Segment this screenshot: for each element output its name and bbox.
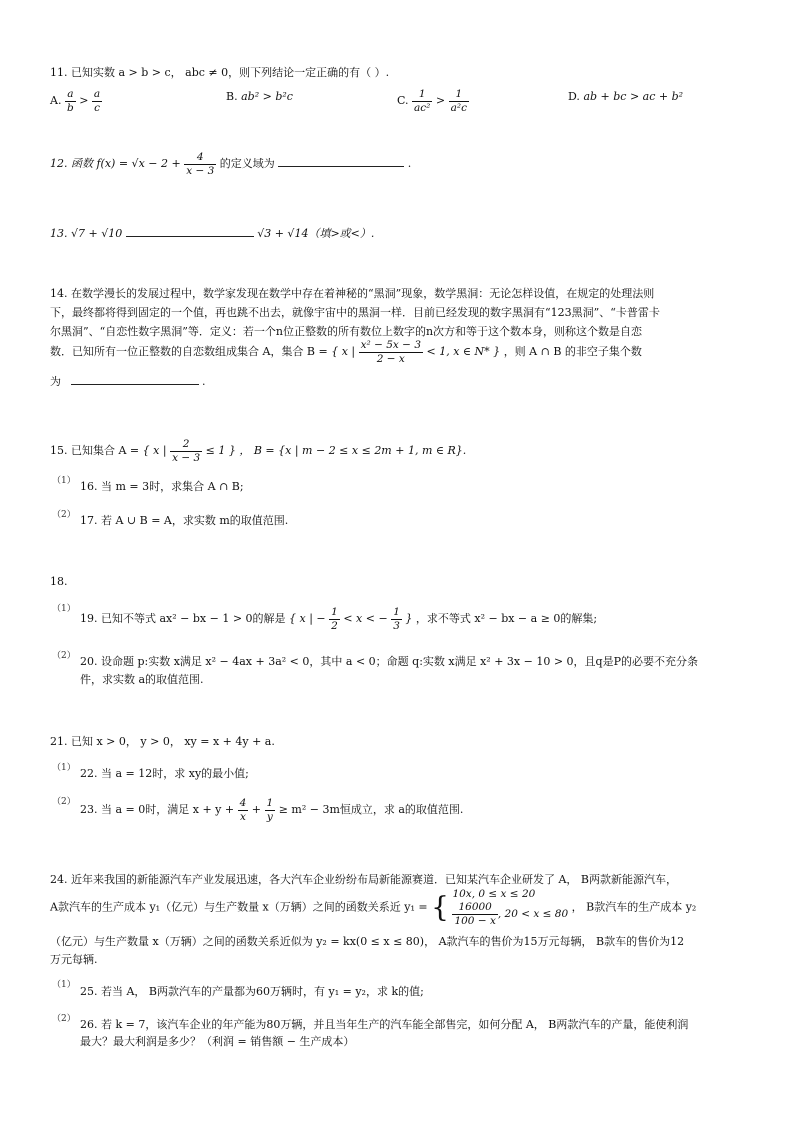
q11-option-a: A. $\frac{a}{b}$ > $\frac{a}{c}$ xyxy=(50,88,101,114)
q23: 23. 当 a = 0时，满足 x + y + $\frac{4}{x}$ + $\frac{1}{y}$ ≥ m² − 3m恒成立，求 a的取值范围. xyxy=(80,797,464,823)
q13-line: 13. √7 + √10 √3 + √14（填>或<）. xyxy=(50,227,375,240)
piecewise-cases: 10x, 0 ≤ x ≤ 20 $\frac{16000}{100 - x}$ , 20 < x ≤ 80 xyxy=(452,888,569,927)
sub-index: （1） xyxy=(52,980,76,990)
q22: 22. 当 a = 12时，求 xy的最小值; xyxy=(80,767,249,780)
q20-line-1: 20. 设命题 p:实数 x满足 x² − 4ax + 3a² < 0，其中 a < 0；命题 q:实数 x满足 x² + 3x − 10 > 0，且q是P的必要不充分条 xyxy=(80,655,698,668)
fraction: $\frac{2}{x - 3}$ xyxy=(172,438,201,464)
q14-line-3: 尔黑洞”、“自恋性数字黑洞”等．定义：若一个n位正整数的所有数位上数字的n次方和等于这个数本身，则称这个数是自恋 xyxy=(50,325,643,338)
q15-stem: 15. 已知集合 A = { x | $\frac{2}{x - 3}$ ≤ 1 } ， B = {x | m − 2 ≤ x ≤ 2m + 1, m ∈ R}. xyxy=(50,438,467,464)
q21-stem: 21. 已知 x > 0， y > 0， xy = x + 4y + a. xyxy=(50,735,275,748)
fraction: $\frac{a}{b}$ xyxy=(66,88,74,114)
q20-line-2: 件，求实数 a的取值范围. xyxy=(80,673,204,686)
q11-option-a-label: A. xyxy=(50,94,62,108)
fraction: $\frac{1}{y}$ xyxy=(266,797,274,823)
q11-option-b: B. ab² > b²c xyxy=(226,90,293,103)
q26-line-1: 26. 若 k = 7，该汽车企业的年产能为80万辆，并且当年生产的汽车能全部售完，如何分配 A， B两款汽车的产量，能使利润 xyxy=(80,1018,689,1031)
q24-line-2: A款汽车的生产成本 y₁（亿元）与生产数量 x（万辆）之间的函数关系近 y₁ = { 10x, 0 ≤ x ≤ 20 $\frac{16000}{100 - x}$ , 20 < x ≤ 80 ， B款汽车的生产成本 y₂ xyxy=(50,888,697,927)
q16: 16. 当 m = 3时，求集合 A ∩ B; xyxy=(80,480,244,493)
q12-line: 12. 函数 f(x) = √x − 2 + $\frac{4}{x - 3}$ 的定义域为 . xyxy=(50,151,412,177)
q14-line-4: 数．已知所有一位正整数的自恋数组成集合 A，集合 B = { x | $\frac{\text{x² − 5x − 3}}{2 - x}$ < 1, x ∈ N* } ，则 A ∩ B 的非空子集个数 xyxy=(50,339,642,365)
q18-stem: 18. xyxy=(50,575,68,588)
q11-stem: 11. 已知实数 a > b > c， abc ≠ 0，则下列结论一定正确的有（ ）. xyxy=(50,66,390,79)
fraction: $\frac{a}{c}$ xyxy=(93,88,101,114)
q19: 19. 已知不等式 ax² − bx − 1 > 0的解是 { x | − $\frac{1}{2}$ < x < − $\frac{1}{3}$ } ，求不等式 x² − bx − a ≥ 0的解集; xyxy=(80,606,598,632)
answer-blank[interactable] xyxy=(278,155,404,167)
q14-line-2: 下，最终都将得到固定的一个值，再也跳不出去，就像宇宙中的黑洞一样．目前已经发现的数字黑洞有“123黑洞”、“卡普雷卡 xyxy=(50,306,660,319)
sub-index: （1） xyxy=(52,604,76,614)
q14-line-5: 为 . xyxy=(50,375,206,388)
fraction: $\frac{1}{2}$ xyxy=(331,606,338,632)
q17: 17. 若 A ∪ B = A，求实数 m的取值范围. xyxy=(80,514,289,527)
q25: 25. 若当 A， B两款汽车的产量都为60万辆时，有 y₁ = y₂，求 k的值; xyxy=(80,985,424,998)
fraction: $\frac{4}{x}$ xyxy=(239,797,247,823)
answer-blank[interactable] xyxy=(126,225,254,237)
sub-index: （2） xyxy=(52,510,76,520)
fraction: $\frac{1}{3}$ xyxy=(393,606,400,632)
q11-option-d: D. ab + bc > ac + b² xyxy=(568,90,684,103)
q14-line-1: 14. 在数学漫长的发展过程中，数学家发现在数学中存在着神秘的“黑洞”现象，数学黑洞：无论怎样设值，在规定的处理法则 xyxy=(50,287,655,300)
q24-line-4: 万元每辆. xyxy=(50,953,98,966)
fraction: $\frac{\text{x² − 5x − 3}}{2 - x}$ xyxy=(360,339,422,365)
sub-index: （1） xyxy=(52,476,76,486)
fraction: $\frac{1}{\text{ac²}}$ xyxy=(414,88,431,114)
q11-option-c: C. $\frac{1}{\text{ac²}}$ > $\frac{1}{\text{a²c}}$ xyxy=(397,88,467,114)
q26-line-2: 最大？最大利润是多少？（利润 = 销售额 − 生产成本） xyxy=(80,1035,355,1048)
sub-index: （2） xyxy=(52,1014,76,1024)
fraction: $\frac{16000}{100 - x}$ xyxy=(454,901,496,927)
sub-index: （2） xyxy=(52,651,76,661)
q24-line-1: 24. 近年来我国的新能源汽车产业发展迅速，各大汽车企业纷纷布局新能源赛道．已知某汽车企业研发了 A， B两款新能源汽车， xyxy=(50,873,678,886)
sub-index: （1） xyxy=(52,763,76,773)
q24-line-3: （亿元）与生产数量 x（万辆）之间的函数关系近似为 y₂ = kx(0 ≤ x ≤ 80)， A款汽车的售价为15万元每辆， B款车的售价为12 xyxy=(50,935,685,948)
answer-blank[interactable] xyxy=(71,373,199,385)
sub-index: （2） xyxy=(52,797,76,807)
fraction: $\frac{4}{x - 3}$ xyxy=(186,151,215,177)
fraction: $\frac{1}{\text{a²c}}$ xyxy=(450,88,467,114)
